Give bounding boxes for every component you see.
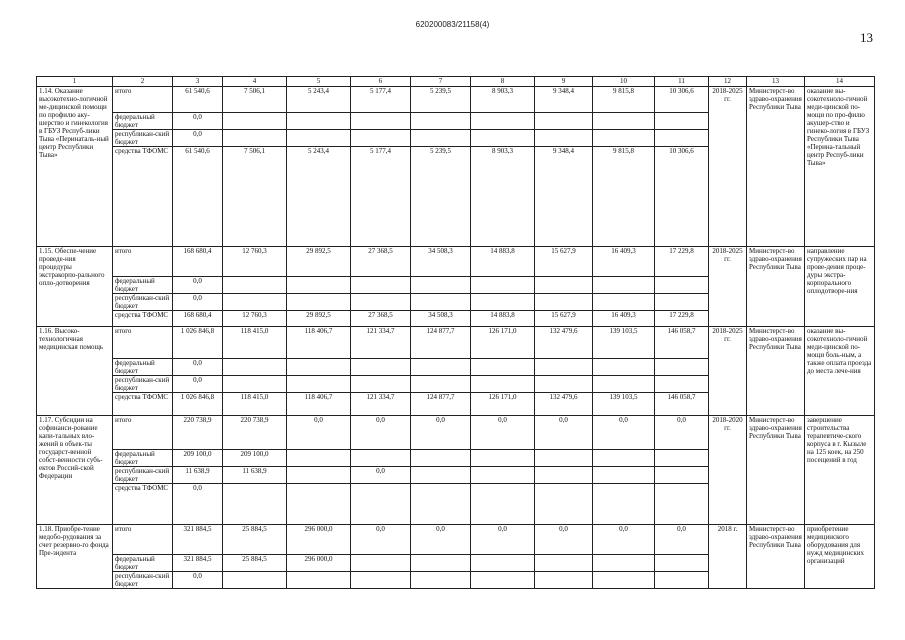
amount-cell: 121 334,7 xyxy=(351,393,411,416)
amount-cell xyxy=(287,130,351,147)
amount-cell xyxy=(223,130,287,147)
amount-cell: 5 239,5 xyxy=(411,147,471,247)
amount-cell: 5 243,4 xyxy=(287,87,351,113)
amount-cell xyxy=(411,555,471,572)
amount-cell xyxy=(655,130,709,147)
funding-source: итого xyxy=(113,87,173,113)
amount-cell xyxy=(655,555,709,572)
amount-cell: 10 306,6 xyxy=(655,147,709,247)
amount-cell: 27 368,5 xyxy=(351,247,411,277)
amount-cell xyxy=(655,450,709,467)
amount-cell xyxy=(223,113,287,130)
amount-cell: 0,0 xyxy=(173,572,223,589)
amount-cell: 5 177,4 xyxy=(351,87,411,113)
amount-cell xyxy=(535,484,593,525)
amount-cell: 15 627,9 xyxy=(535,247,593,277)
amount-cell xyxy=(223,294,287,311)
amount-cell: 25 884,5 xyxy=(223,525,287,555)
amount-cell: 8 903,3 xyxy=(471,87,535,113)
column-number: 6 xyxy=(351,77,411,87)
page-number: 13 xyxy=(860,30,873,45)
amount-cell: 296 000,0 xyxy=(287,525,351,555)
amount-cell: 7 506,1 xyxy=(223,147,287,247)
amount-cell xyxy=(351,450,411,467)
amount-cell xyxy=(593,467,655,484)
funding-source: средства ТФОМС xyxy=(113,484,173,525)
amount-cell: 0,0 xyxy=(411,416,471,450)
amount-cell: 0,0 xyxy=(173,130,223,147)
amount-cell: 61 540,6 xyxy=(173,147,223,247)
amount-cell xyxy=(411,130,471,147)
amount-cell xyxy=(287,113,351,130)
amount-cell xyxy=(471,467,535,484)
measure-name: 1.14. Оказание высокотехно-логичной ме-дицинской помощи по профилю аку-шерство и гинекология в ГБУЗ Респуб-лики Тыва «Перинаталь-ный центр Республики Тыва» xyxy=(37,87,113,247)
amount-cell: 321 884,5 xyxy=(173,525,223,555)
amount-cell: 61 540,6 xyxy=(173,87,223,113)
amount-cell: 0,0 xyxy=(287,416,351,450)
amount-cell xyxy=(655,277,709,294)
column-number: 13 xyxy=(747,77,805,87)
amount-cell xyxy=(593,359,655,376)
amount-cell xyxy=(471,572,535,589)
amount-cell: 27 368,5 xyxy=(351,311,411,327)
amount-cell: 0,0 xyxy=(411,525,471,555)
amount-cell: 0,0 xyxy=(173,277,223,294)
amount-cell: 146 058,7 xyxy=(655,327,709,359)
amount-cell xyxy=(411,294,471,311)
executor-cell: Министерст-во здраво-охранения Республики Тыва xyxy=(747,247,805,327)
amount-cell xyxy=(535,113,593,130)
measure-name: 1.16. Высоко-технологичная медицинская помощь xyxy=(37,327,113,416)
amount-cell: 0,0 xyxy=(471,525,535,555)
amount-cell: 321 884,5 xyxy=(173,555,223,572)
amount-cell: 0,0 xyxy=(535,416,593,450)
table-body xyxy=(37,87,875,589)
amount-cell xyxy=(351,113,411,130)
table-row xyxy=(37,87,875,113)
table-row xyxy=(37,327,875,359)
amount-cell: 0,0 xyxy=(351,416,411,450)
expected-result-cell: оказание вы-сокотехноло-гичной меди-цинской по-мощи боль-ным, а также оплата проезда до места лече-ния xyxy=(805,327,875,416)
amount-cell xyxy=(471,359,535,376)
amount-cell xyxy=(223,277,287,294)
column-number: 12 xyxy=(709,77,747,87)
amount-cell xyxy=(593,130,655,147)
amount-cell: 1 026 846,8 xyxy=(173,393,223,416)
amount-cell xyxy=(655,359,709,376)
amount-cell: 0,0 xyxy=(173,294,223,311)
amount-cell: 14 883,8 xyxy=(471,311,535,327)
amount-cell: 220 738,9 xyxy=(223,416,287,450)
amount-cell: 0,0 xyxy=(351,467,411,484)
column-number: 10 xyxy=(593,77,655,87)
expected-result-cell: направление супружеских пар на прове-дения проце-дуры экстра-корпорального оплодотворе-ния xyxy=(805,247,875,327)
amount-cell xyxy=(287,277,351,294)
amount-cell xyxy=(471,113,535,130)
funding-source: средства ТФОМС xyxy=(113,311,173,327)
amount-cell: 0,0 xyxy=(351,525,411,555)
amount-cell xyxy=(223,572,287,589)
amount-cell xyxy=(351,359,411,376)
funding-source: итого xyxy=(113,327,173,359)
amount-cell xyxy=(655,572,709,589)
amount-cell xyxy=(411,376,471,393)
period-cell: 2018-2025 гг. xyxy=(709,327,747,416)
funding-source: республикан-ский бюджет xyxy=(113,572,173,589)
amount-cell xyxy=(655,113,709,130)
amount-cell: 0,0 xyxy=(593,416,655,450)
amount-cell xyxy=(287,467,351,484)
amount-cell: 126 171,0 xyxy=(471,327,535,359)
period-cell: 2018-2020 гг. xyxy=(709,416,747,525)
amount-cell: 5 243,4 xyxy=(287,147,351,247)
column-number: 7 xyxy=(411,77,471,87)
amount-cell xyxy=(351,484,411,525)
amount-cell: 124 877,7 xyxy=(411,393,471,416)
amount-cell xyxy=(223,376,287,393)
amount-cell xyxy=(471,294,535,311)
amount-cell xyxy=(287,376,351,393)
amount-cell xyxy=(411,277,471,294)
amount-cell xyxy=(471,450,535,467)
amount-cell: 139 103,5 xyxy=(593,327,655,359)
amount-cell xyxy=(351,555,411,572)
amount-cell: 118 415,0 xyxy=(223,327,287,359)
funding-source: федеральный бюджет xyxy=(113,277,173,294)
amount-cell: 5 177,4 xyxy=(351,147,411,247)
amount-cell: 0,0 xyxy=(173,484,223,525)
executor-cell: Министерст-во здраво-охранения Республики Тыва xyxy=(747,87,805,247)
amount-cell xyxy=(411,467,471,484)
amount-cell xyxy=(287,294,351,311)
column-number: 4 xyxy=(223,77,287,87)
amount-cell xyxy=(411,572,471,589)
amount-cell xyxy=(655,484,709,525)
amount-cell: 25 884,5 xyxy=(223,555,287,572)
funding-source: средства ТФОМС xyxy=(113,147,173,247)
amount-cell xyxy=(655,467,709,484)
amount-cell: 209 100,0 xyxy=(223,450,287,467)
amount-cell xyxy=(351,376,411,393)
amount-cell xyxy=(471,376,535,393)
period-cell: 2018-2025 гг. xyxy=(709,247,747,327)
document-id: 620200083/21158(4) xyxy=(415,20,490,29)
funding-source: республикан-ский бюджет xyxy=(113,294,173,311)
expected-result-cell: завершение строительства терапевтиче-ского корпуса в г. Кызыле на 125 коек, на 250 посещений в год xyxy=(805,416,875,525)
expected-result-cell: приобретение медицинского оборудования для нужд медицинских организаций xyxy=(805,525,875,589)
amount-cell xyxy=(471,277,535,294)
amount-cell: 9 815,8 xyxy=(593,147,655,247)
measure-name: 1.18. Приобре-тение медобо-рудования за счет резервно-го фонда Пре-зидента xyxy=(37,525,113,589)
amount-cell xyxy=(593,572,655,589)
funding-source: республикан-ский бюджет xyxy=(113,130,173,147)
amount-cell xyxy=(471,555,535,572)
amount-cell xyxy=(351,294,411,311)
amount-cell: 118 406,7 xyxy=(287,393,351,416)
amount-cell xyxy=(535,294,593,311)
funding-source: федеральный бюджет xyxy=(113,113,173,130)
funding-source: федеральный бюджет xyxy=(113,450,173,467)
amount-cell xyxy=(535,376,593,393)
amount-cell: 8 903,3 xyxy=(471,147,535,247)
amount-cell xyxy=(593,555,655,572)
amount-cell xyxy=(287,450,351,467)
amount-cell: 9 348,4 xyxy=(535,147,593,247)
executor-cell: Министерст-во здраво-охранения Республики Тыва xyxy=(747,416,805,525)
funding-source: итого xyxy=(113,416,173,450)
amount-cell: 12 760,3 xyxy=(223,311,287,327)
amount-cell xyxy=(223,484,287,525)
amount-cell xyxy=(593,376,655,393)
amount-cell: 34 508,3 xyxy=(411,247,471,277)
amount-cell xyxy=(593,113,655,130)
funding-source: федеральный бюджет xyxy=(113,359,173,376)
amount-cell: 0,0 xyxy=(655,416,709,450)
funding-source: республикан-ский бюджет xyxy=(113,376,173,393)
amount-cell: 29 892,5 xyxy=(287,247,351,277)
funding-source: средства ТФОМС xyxy=(113,393,173,416)
funding-source: республикан-ский бюджет xyxy=(113,467,173,484)
amount-cell: 5 239,5 xyxy=(411,87,471,113)
amount-cell xyxy=(655,376,709,393)
executor-cell: Министерст-во здраво-охранения Республики Тыва xyxy=(747,525,805,589)
table-row xyxy=(37,525,875,555)
amount-cell xyxy=(351,277,411,294)
amount-cell: 14 883,8 xyxy=(471,247,535,277)
amount-cell: 17 229,8 xyxy=(655,247,709,277)
amount-cell xyxy=(535,450,593,467)
amount-cell: 118 415,0 xyxy=(223,393,287,416)
amount-cell xyxy=(471,484,535,525)
amount-cell xyxy=(411,450,471,467)
measure-name: 1.15. Обеспе-чение проведе-ния процедуры экстракорпо-рального опло-дотворения xyxy=(37,247,113,327)
amount-cell: 124 877,7 xyxy=(411,327,471,359)
amount-cell: 0,0 xyxy=(471,416,535,450)
amount-cell xyxy=(593,294,655,311)
period-cell: 2018 г. xyxy=(709,525,747,589)
amount-cell: 11 638,9 xyxy=(223,467,287,484)
amount-cell: 118 406,7 xyxy=(287,327,351,359)
amount-cell: 0,0 xyxy=(655,525,709,555)
amount-cell xyxy=(287,359,351,376)
amount-cell: 16 409,3 xyxy=(593,311,655,327)
column-number: 5 xyxy=(287,77,351,87)
amount-cell: 7 506,1 xyxy=(223,87,287,113)
column-number: 1 xyxy=(37,77,113,87)
amount-cell xyxy=(411,484,471,525)
amount-cell: 168 680,4 xyxy=(173,247,223,277)
amount-cell: 139 103,5 xyxy=(593,393,655,416)
amount-cell xyxy=(351,572,411,589)
amount-cell xyxy=(351,130,411,147)
amount-cell: 0,0 xyxy=(173,359,223,376)
amount-cell: 0,0 xyxy=(173,376,223,393)
amount-cell xyxy=(223,359,287,376)
amount-cell: 11 638,9 xyxy=(173,467,223,484)
amount-cell xyxy=(535,277,593,294)
amount-cell: 9 348,4 xyxy=(535,87,593,113)
amount-cell: 121 334,7 xyxy=(351,327,411,359)
amount-cell xyxy=(535,572,593,589)
amount-cell: 15 627,9 xyxy=(535,311,593,327)
budget-table xyxy=(36,76,875,589)
amount-cell: 10 306,6 xyxy=(655,87,709,113)
period-cell: 2018-2025 гг. xyxy=(709,87,747,247)
column-number: 14 xyxy=(805,77,875,87)
funding-source: итого xyxy=(113,247,173,277)
amount-cell: 9 815,8 xyxy=(593,87,655,113)
measure-name: 1.17. Субсидии на софинанси-рование капи-тальных вло-жений в объек-ты государст-венной собст-венности субъ-ектов Россий-ской Федерации xyxy=(37,416,113,525)
amount-cell: 12 760,3 xyxy=(223,247,287,277)
table-row xyxy=(37,247,875,277)
funding-source: итого xyxy=(113,525,173,555)
amount-cell: 296 000,0 xyxy=(287,555,351,572)
column-number: 9 xyxy=(535,77,593,87)
amount-cell: 132 479,6 xyxy=(535,327,593,359)
amount-cell: 34 508,3 xyxy=(411,311,471,327)
amount-cell: 16 409,3 xyxy=(593,247,655,277)
executor-cell: Министерст-во здраво-охранения Республики Тыва xyxy=(747,327,805,416)
amount-cell: 209 100,0 xyxy=(173,450,223,467)
amount-cell xyxy=(535,555,593,572)
amount-cell: 132 479,6 xyxy=(535,393,593,416)
amount-cell: 0,0 xyxy=(593,525,655,555)
column-number: 2 xyxy=(113,77,173,87)
amount-cell: 168 680,4 xyxy=(173,311,223,327)
amount-cell: 1 026 846,8 xyxy=(173,327,223,359)
amount-cell: 0,0 xyxy=(535,525,593,555)
column-number: 3 xyxy=(173,77,223,87)
amount-cell xyxy=(593,277,655,294)
column-number: 11 xyxy=(655,77,709,87)
amount-cell xyxy=(535,130,593,147)
amount-cell xyxy=(411,359,471,376)
amount-cell xyxy=(471,130,535,147)
amount-cell: 126 171,0 xyxy=(471,393,535,416)
amount-cell: 29 892,5 xyxy=(287,311,351,327)
amount-cell xyxy=(593,450,655,467)
column-number: 8 xyxy=(471,77,535,87)
funding-source: федеральный бюджет xyxy=(113,555,173,572)
amount-cell xyxy=(287,572,351,589)
amount-cell xyxy=(655,294,709,311)
amount-cell xyxy=(287,484,351,525)
amount-cell xyxy=(411,113,471,130)
amount-cell: 220 738,9 xyxy=(173,416,223,450)
amount-cell: 0,0 xyxy=(173,113,223,130)
column-number-row xyxy=(37,77,875,87)
amount-cell xyxy=(593,484,655,525)
expected-result-cell: оказание вы-сокотехноло-гичной меди-цинской по-мощи по про-филю акушер-ство и гинеко-логия в ГБУЗ Республики Тыва «Перина-тальный центр Респуб-лики Тыва» xyxy=(805,87,875,247)
amount-cell: 17 229,8 xyxy=(655,311,709,327)
amount-cell xyxy=(535,467,593,484)
amount-cell xyxy=(535,359,593,376)
amount-cell: 146 058,7 xyxy=(655,393,709,416)
table-row xyxy=(37,416,875,450)
